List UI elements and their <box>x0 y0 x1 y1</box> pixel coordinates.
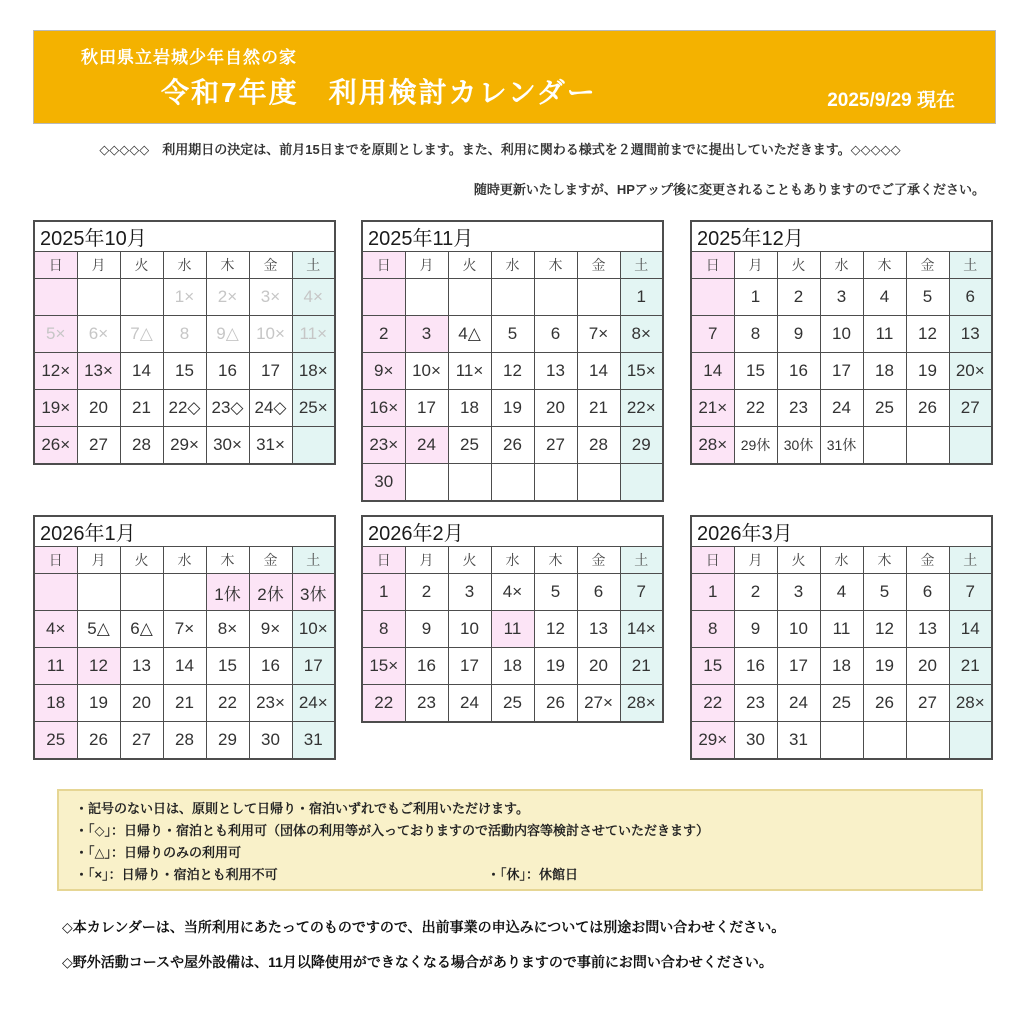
day-cell: 23 <box>777 390 820 427</box>
legend-line-no-symbol: ・記号のない日は、原則として日帰り・宿泊いずれでもご利用いただけます。 <box>75 801 529 816</box>
calendar-table <box>33 220 336 465</box>
day-cell: 19× <box>34 390 77 427</box>
calendar-2025-12 <box>690 220 993 465</box>
day-cell <box>820 722 863 760</box>
day-cell: 3 <box>448 574 491 611</box>
day-cell: 14 <box>949 611 992 648</box>
day-cell: 10× <box>292 611 335 648</box>
day-cell: 16 <box>734 648 777 685</box>
day-cell: 6× <box>77 316 120 353</box>
day-cell: 16× <box>362 390 405 427</box>
footnote-outdoor: ◇野外活動コースや屋外設備は、11月以降使用ができなくなる場合がありますので事前にお問い合わせください。 <box>62 954 773 970</box>
day-cell: 4× <box>34 611 77 648</box>
day-cell: 12 <box>491 353 534 390</box>
day-cell: 10 <box>820 316 863 353</box>
day-cell: 7 <box>620 574 663 611</box>
day-cell <box>405 464 448 502</box>
weekday-header: 木 <box>206 547 249 574</box>
day-cell: 27 <box>949 390 992 427</box>
day-cell: 25 <box>491 685 534 723</box>
day-cell: 20 <box>77 390 120 427</box>
day-cell: 14 <box>691 353 734 390</box>
day-cell: 8× <box>620 316 663 353</box>
weekday-header: 木 <box>534 547 577 574</box>
day-cell: 20× <box>949 353 992 390</box>
day-cell: 8 <box>163 316 206 353</box>
day-cell: 1 <box>691 574 734 611</box>
weekday-header: 火 <box>120 547 163 574</box>
day-cell <box>163 574 206 611</box>
day-cell: 2 <box>734 574 777 611</box>
weekday-header: 火 <box>120 252 163 279</box>
day-cell: 9 <box>734 611 777 648</box>
day-cell: 28× <box>691 427 734 465</box>
day-cell: 23× <box>249 685 292 722</box>
weekday-header: 土 <box>620 252 663 279</box>
day-cell <box>491 464 534 502</box>
day-cell: 21× <box>691 390 734 427</box>
day-cell: 14 <box>577 353 620 390</box>
day-cell: 31休 <box>820 427 863 465</box>
day-cell: 23× <box>362 427 405 464</box>
day-cell: 25× <box>292 390 335 427</box>
day-cell: 22◇ <box>163 390 206 427</box>
day-cell: 6 <box>949 279 992 316</box>
footnote-delivery: ◇本カレンダーは、当所利用にあたってのものですので、出前事業の申込みについては別途お問い合わせください。 <box>62 919 786 935</box>
as-of-date: 2025/9/29 現在 <box>827 90 955 111</box>
calendar-2026-02 <box>361 515 664 723</box>
update-note: 随時更新いたしますが、HPアップ後に変更されることもありますのでご了承ください。 <box>473 182 985 197</box>
day-cell: 20 <box>577 648 620 685</box>
day-cell: 24 <box>777 685 820 722</box>
calendar-month-title: 2025年12月 <box>691 221 992 252</box>
calendar-2026-03 <box>690 515 993 760</box>
day-cell <box>906 427 949 465</box>
page-title: 令和7年度 利用検討カレンダー <box>161 77 597 108</box>
weekday-header: 金 <box>906 547 949 574</box>
day-cell: 30 <box>362 464 405 502</box>
day-cell: 27 <box>906 685 949 722</box>
weekday-header: 金 <box>577 252 620 279</box>
weekday-header: 水 <box>820 252 863 279</box>
calendar-table <box>690 515 993 760</box>
day-cell: 12 <box>863 611 906 648</box>
weekday-header: 日 <box>34 252 77 279</box>
calendar-table <box>361 220 664 502</box>
day-cell: 31 <box>292 722 335 760</box>
day-cell: 22 <box>206 685 249 722</box>
day-cell: 21 <box>620 648 663 685</box>
day-cell <box>577 464 620 502</box>
day-cell: 29 <box>620 427 663 464</box>
day-cell: 7 <box>949 574 992 611</box>
calendar-2025-11 <box>361 220 664 502</box>
day-cell: 27 <box>77 427 120 465</box>
day-cell <box>448 279 491 316</box>
day-cell: 21 <box>577 390 620 427</box>
day-cell: 26 <box>863 685 906 722</box>
day-cell: 24◇ <box>249 390 292 427</box>
day-cell: 9 <box>405 611 448 648</box>
day-cell: 19 <box>534 648 577 685</box>
weekday-header: 日 <box>691 252 734 279</box>
day-cell: 26 <box>534 685 577 723</box>
weekday-header: 木 <box>206 252 249 279</box>
calendar-month-title: 2025年10月 <box>34 221 335 252</box>
day-cell <box>577 279 620 316</box>
day-cell: 18× <box>292 353 335 390</box>
day-cell <box>949 427 992 465</box>
day-cell: 18 <box>34 685 77 722</box>
day-cell: 11 <box>820 611 863 648</box>
day-cell: 5× <box>34 316 77 353</box>
weekday-header: 水 <box>163 547 206 574</box>
weekday-header: 水 <box>491 547 534 574</box>
weekday-header: 金 <box>249 252 292 279</box>
day-cell <box>34 574 77 611</box>
day-cell: 16 <box>405 648 448 685</box>
day-cell: 10 <box>448 611 491 648</box>
day-cell: 25 <box>448 427 491 464</box>
day-cell: 25 <box>863 390 906 427</box>
day-cell: 3× <box>249 279 292 316</box>
day-cell: 9× <box>362 353 405 390</box>
day-cell <box>863 722 906 760</box>
calendar-2026-01 <box>33 515 336 760</box>
weekday-header: 土 <box>292 252 335 279</box>
legend-line-diamond: ・「◇」：日帰り・宿泊とも利用可（団体の利用等が入っておりますので活動内容等検討させていただきます） <box>75 823 709 838</box>
day-cell: 13 <box>534 353 577 390</box>
weekday-header: 木 <box>863 252 906 279</box>
day-cell: 2 <box>405 574 448 611</box>
day-cell: 9 <box>777 316 820 353</box>
day-cell <box>448 464 491 502</box>
day-cell: 12 <box>534 611 577 648</box>
day-cell: 11× <box>292 316 335 353</box>
weekday-header: 火 <box>777 547 820 574</box>
day-cell: 27× <box>577 685 620 723</box>
day-cell: 28× <box>620 685 663 723</box>
day-cell: 16 <box>206 353 249 390</box>
day-cell: 16 <box>249 648 292 685</box>
weekday-header: 月 <box>734 547 777 574</box>
day-cell: 26× <box>34 427 77 465</box>
day-cell: 8 <box>362 611 405 648</box>
day-cell: 22× <box>620 390 663 427</box>
day-cell: 26 <box>491 427 534 464</box>
day-cell: 20 <box>906 648 949 685</box>
day-cell: 17 <box>448 648 491 685</box>
day-cell: 4△ <box>448 316 491 353</box>
weekday-header: 木 <box>534 252 577 279</box>
day-cell <box>120 279 163 316</box>
day-cell: 27 <box>120 722 163 760</box>
weekday-header: 水 <box>491 252 534 279</box>
day-cell: 5 <box>906 279 949 316</box>
day-cell: 19 <box>491 390 534 427</box>
day-cell: 17 <box>405 390 448 427</box>
day-cell: 23◇ <box>206 390 249 427</box>
day-cell <box>405 279 448 316</box>
day-cell <box>691 279 734 316</box>
day-cell: 11 <box>863 316 906 353</box>
day-cell: 4 <box>820 574 863 611</box>
day-cell: 1 <box>620 279 663 316</box>
day-cell: 15 <box>206 648 249 685</box>
day-cell: 28 <box>120 427 163 465</box>
day-cell: 26 <box>906 390 949 427</box>
day-cell: 26 <box>77 722 120 760</box>
org-name: 秋田県立岩城少年自然の家 <box>81 48 297 67</box>
day-cell <box>534 464 577 502</box>
title-banner <box>33 30 996 124</box>
day-cell: 29× <box>691 722 734 760</box>
day-cell: 31 <box>777 722 820 760</box>
day-cell: 6 <box>534 316 577 353</box>
weekday-header: 火 <box>777 252 820 279</box>
day-cell: 28 <box>163 722 206 760</box>
weekday-header: 水 <box>163 252 206 279</box>
day-cell: 1休 <box>206 574 249 611</box>
day-cell: 6△ <box>120 611 163 648</box>
day-cell: 13 <box>906 611 949 648</box>
day-cell: 29× <box>163 427 206 465</box>
day-cell: 22 <box>362 685 405 723</box>
legend-line-triangle: ・「△」：日帰りのみの利用可 <box>75 845 241 860</box>
weekday-header: 月 <box>405 252 448 279</box>
day-cell: 25 <box>820 685 863 722</box>
day-cell: 1 <box>362 574 405 611</box>
day-cell: 3 <box>820 279 863 316</box>
day-cell: 4× <box>491 574 534 611</box>
day-cell: 10× <box>249 316 292 353</box>
day-cell: 28× <box>949 685 992 722</box>
day-cell: 20 <box>534 390 577 427</box>
weekday-header: 月 <box>405 547 448 574</box>
legend-line-x: ・「×」：日帰り・宿泊とも利用不可 <box>75 867 278 882</box>
day-cell: 7× <box>577 316 620 353</box>
day-cell: 6 <box>577 574 620 611</box>
day-cell: 10× <box>405 353 448 390</box>
day-cell: 9△ <box>206 316 249 353</box>
day-cell: 15× <box>362 648 405 685</box>
day-cell: 8 <box>691 611 734 648</box>
day-cell: 25 <box>34 722 77 760</box>
day-cell: 23 <box>734 685 777 722</box>
day-cell: 2休 <box>249 574 292 611</box>
day-cell: 8× <box>206 611 249 648</box>
weekday-header: 土 <box>949 547 992 574</box>
day-cell <box>77 279 120 316</box>
day-cell: 27 <box>534 427 577 464</box>
day-cell: 18 <box>448 390 491 427</box>
day-cell: 30 <box>734 722 777 760</box>
calendar-table <box>361 515 664 723</box>
weekday-header: 日 <box>34 547 77 574</box>
weekday-header: 月 <box>734 252 777 279</box>
day-cell: 22 <box>734 390 777 427</box>
day-cell: 19 <box>863 648 906 685</box>
day-cell: 5△ <box>77 611 120 648</box>
day-cell: 12 <box>77 648 120 685</box>
day-cell: 8 <box>734 316 777 353</box>
day-cell <box>120 574 163 611</box>
calendar-table <box>690 220 993 465</box>
day-cell: 30 <box>249 722 292 760</box>
day-cell: 18 <box>820 648 863 685</box>
weekday-header: 木 <box>863 547 906 574</box>
day-cell: 13 <box>577 611 620 648</box>
weekday-header: 土 <box>292 547 335 574</box>
day-cell: 30× <box>206 427 249 465</box>
weekday-header: 土 <box>949 252 992 279</box>
day-cell: 1 <box>734 279 777 316</box>
day-cell <box>863 427 906 465</box>
weekday-header: 火 <box>448 547 491 574</box>
day-cell: 23 <box>405 685 448 723</box>
calendar-2025-10 <box>33 220 336 465</box>
day-cell: 24× <box>292 685 335 722</box>
day-cell: 21 <box>163 685 206 722</box>
weekday-header: 日 <box>362 252 405 279</box>
day-cell: 29 <box>206 722 249 760</box>
day-cell: 31× <box>249 427 292 465</box>
day-cell: 11 <box>491 611 534 648</box>
day-cell: 4× <box>292 279 335 316</box>
day-cell: 2 <box>777 279 820 316</box>
day-cell: 19 <box>906 353 949 390</box>
day-cell: 18 <box>491 648 534 685</box>
day-cell: 10 <box>777 611 820 648</box>
day-cell: 3休 <box>292 574 335 611</box>
day-cell: 3 <box>405 316 448 353</box>
day-cell: 15 <box>691 648 734 685</box>
day-cell: 14 <box>163 648 206 685</box>
day-cell: 17 <box>820 353 863 390</box>
day-cell: 24 <box>448 685 491 723</box>
day-cell: 5 <box>491 316 534 353</box>
day-cell: 15 <box>163 353 206 390</box>
day-cell <box>34 279 77 316</box>
day-cell: 2× <box>206 279 249 316</box>
day-cell: 13 <box>120 648 163 685</box>
day-cell: 2 <box>362 316 405 353</box>
deadline-note: ◇◇◇◇◇ 利用期日の決定は、前月15日までを原則とします。また、利用に関わる様式を２週間前までに提出していただきます。◇◇◇◇◇ <box>99 142 901 157</box>
day-cell: 24 <box>405 427 448 464</box>
day-cell: 17 <box>777 648 820 685</box>
day-cell: 29休 <box>734 427 777 465</box>
day-cell: 20 <box>120 685 163 722</box>
day-cell: 24 <box>820 390 863 427</box>
weekday-header: 金 <box>906 252 949 279</box>
day-cell: 4 <box>863 279 906 316</box>
calendar-month-title: 2025年11月 <box>362 221 663 252</box>
day-cell: 7 <box>691 316 734 353</box>
footnotes <box>62 917 785 987</box>
day-cell: 21 <box>120 390 163 427</box>
legend-line-closed: ・「休」：休館日 <box>487 867 579 882</box>
day-cell: 5 <box>534 574 577 611</box>
day-cell: 30休 <box>777 427 820 465</box>
day-cell <box>906 722 949 760</box>
day-cell: 9× <box>249 611 292 648</box>
day-cell: 14× <box>620 611 663 648</box>
calendar-month-title: 2026年3月 <box>691 516 992 547</box>
weekday-header: 月 <box>77 252 120 279</box>
day-cell <box>292 427 335 465</box>
weekday-header: 金 <box>249 547 292 574</box>
day-cell: 7× <box>163 611 206 648</box>
day-cell: 28 <box>577 427 620 464</box>
day-cell: 3 <box>777 574 820 611</box>
weekday-header: 土 <box>620 547 663 574</box>
day-cell: 17 <box>292 648 335 685</box>
day-cell: 1× <box>163 279 206 316</box>
weekday-header: 日 <box>362 547 405 574</box>
day-cell: 11 <box>34 648 77 685</box>
day-cell: 12 <box>906 316 949 353</box>
weekday-header: 月 <box>77 547 120 574</box>
day-cell <box>491 279 534 316</box>
day-cell: 22 <box>691 685 734 722</box>
day-cell: 14 <box>120 353 163 390</box>
day-cell <box>362 279 405 316</box>
weekday-header: 金 <box>577 547 620 574</box>
day-cell <box>620 464 663 502</box>
day-cell: 13× <box>77 353 120 390</box>
day-cell: 7△ <box>120 316 163 353</box>
day-cell: 17 <box>249 353 292 390</box>
day-cell <box>77 574 120 611</box>
day-cell <box>949 722 992 760</box>
day-cell: 12× <box>34 353 77 390</box>
weekday-header: 火 <box>448 252 491 279</box>
day-cell: 19 <box>77 685 120 722</box>
day-cell: 18 <box>863 353 906 390</box>
day-cell: 15 <box>734 353 777 390</box>
day-cell: 16 <box>777 353 820 390</box>
legend-box <box>57 789 983 891</box>
day-cell: 5 <box>863 574 906 611</box>
day-cell <box>534 279 577 316</box>
day-cell: 11× <box>448 353 491 390</box>
calendar-month-title: 2026年1月 <box>34 516 335 547</box>
day-cell: 6 <box>906 574 949 611</box>
weekday-header: 日 <box>691 547 734 574</box>
day-cell: 13 <box>949 316 992 353</box>
day-cell: 21 <box>949 648 992 685</box>
calendar-table <box>33 515 336 760</box>
weekday-header: 水 <box>820 547 863 574</box>
calendar-month-title: 2026年2月 <box>362 516 663 547</box>
day-cell: 15× <box>620 353 663 390</box>
